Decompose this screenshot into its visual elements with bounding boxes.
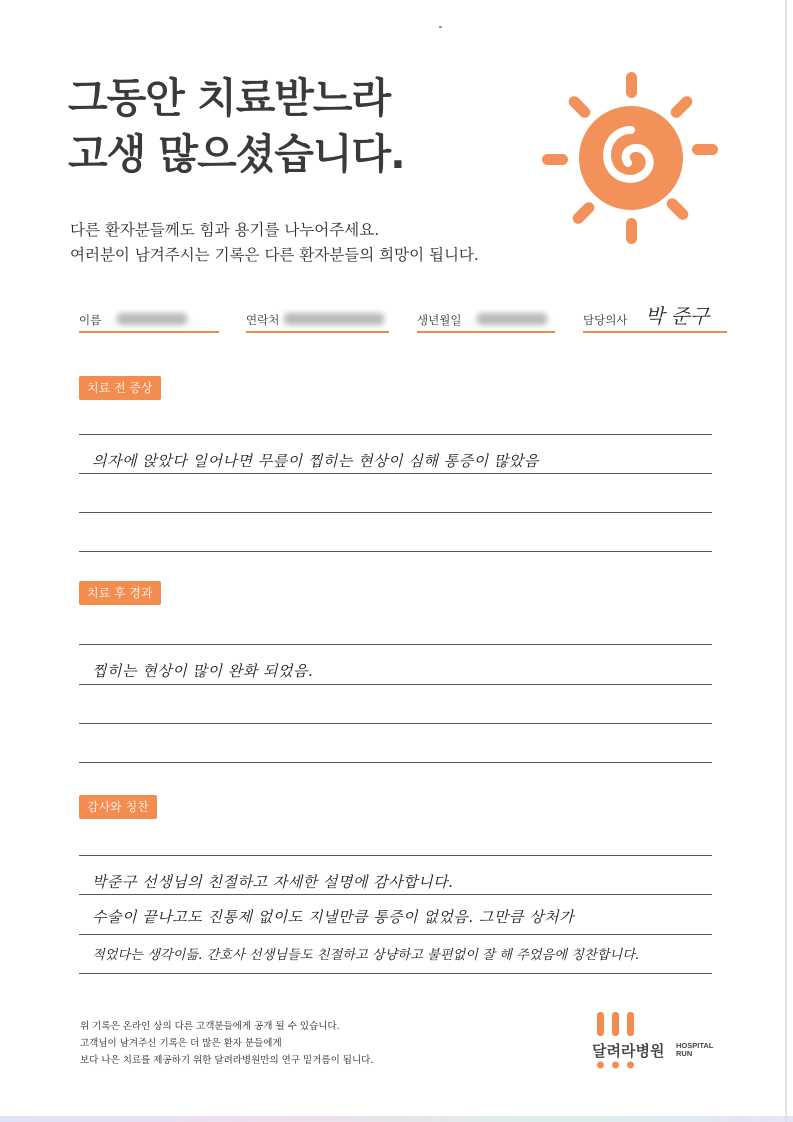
writing-line: [79, 973, 712, 974]
sun-ray: [626, 218, 637, 244]
section-title-thanks: 감사와 칭찬: [79, 795, 157, 819]
scan-speck: [439, 26, 442, 28]
writing-line: [79, 684, 712, 685]
writing-line: [79, 723, 712, 724]
handwritten-after-line-1: 찝히는 현상이 많이 완화 되었음.: [92, 662, 314, 680]
writing-line: [79, 894, 712, 895]
handwritten-thanks-line-2: 수술이 끝나고도 진통제 없이도 지낼만큼 통증이 없었음. 그만큼 상처가: [92, 908, 575, 926]
hospital-logo: [590, 1010, 730, 1072]
name-field[interactable]: [79, 304, 219, 334]
writing-line: [79, 512, 712, 513]
doctor-underline: [583, 331, 727, 333]
redacted-contact: [284, 313, 384, 325]
footnote-3: 보다 나은 치료를 제공하기 위한 달려라병원만의 연구 밑거름이 됩니다.: [80, 1055, 374, 1066]
writing-line: [79, 644, 712, 645]
footnote-2: 고객님이 남겨주신 기록은 더 많은 환자 분들에게: [80, 1038, 282, 1049]
sun-ray: [668, 94, 694, 120]
doctor-name: 박 준구: [645, 304, 710, 328]
birthdate-underline: [417, 331, 555, 333]
section-title-after: 치료 후 경과: [79, 581, 161, 605]
sun-ray: [626, 72, 637, 98]
writing-line: [79, 934, 712, 935]
footnotes: [80, 1018, 373, 1069]
handwritten-thanks-line-3: 적었다는 생각이듦. 간호사 선생님들도 친절하고 상냥하고 불편없이 잘 해 주었음에 칭찬합니다.: [92, 948, 640, 963]
doctor-label: 담당의사: [583, 313, 628, 327]
logo-english: [676, 1042, 713, 1058]
writing-line: [79, 434, 712, 435]
sun-ray: [570, 200, 596, 226]
writing-line: [79, 473, 712, 474]
handwritten-thanks-line-1: 박준구 선생님의 친절하고 자세한 설명에 감사합니다.: [92, 873, 454, 891]
section-title-before: 치료 전 증상: [79, 376, 161, 400]
logo-english-line-1: HOSPITAL: [676, 1041, 714, 1050]
headline-line-1: 그동안 치료받느라: [68, 74, 391, 122]
sun-ray: [692, 144, 718, 155]
sun-ray: [566, 94, 592, 120]
headline-line-2: 고생 많으셨습니다.: [68, 130, 405, 178]
intro-line-2: 여러분이 남겨주시는 기록은 다른 환자분들의 희망이 됩니다.: [70, 246, 479, 264]
sun-body: [579, 106, 683, 210]
intro-line-1: 다른 환자분들께도 힘과 용기를 나누어주세요.: [70, 221, 380, 239]
writing-line: [79, 551, 712, 552]
writing-line: [79, 762, 712, 763]
intro-text: [70, 218, 479, 268]
page-edge: [785, 0, 787, 1122]
name-underline: [79, 331, 219, 333]
redacted-name: [117, 313, 187, 325]
handwritten-before-line-1: 의자에 앉았다 일어나면 무릎이 찝히는 현상이 심해 통증이 많았음: [92, 452, 539, 470]
name-label: 이름: [79, 313, 102, 327]
sun-icon: [536, 70, 726, 250]
birthdate-label: 생년월일: [417, 313, 462, 327]
contact-label: 연락처: [246, 313, 280, 327]
sun-ray: [664, 196, 690, 222]
contact-underline: [246, 331, 389, 333]
logo-english-line-2: RUN: [676, 1049, 693, 1058]
doctor-field[interactable]: [583, 304, 727, 334]
scan-color-strip: [0, 1116, 793, 1122]
birthdate-field[interactable]: [417, 304, 555, 334]
redacted-birthdate: [477, 313, 547, 325]
sun-ray: [542, 154, 568, 165]
writing-line: [79, 855, 712, 856]
logo-name: 달려라병원: [592, 1042, 665, 1060]
headline: [68, 70, 405, 182]
footnote-1: 위 기록은 온라인 상의 다른 고객분들에게 공개 될 수 있습니다.: [80, 1021, 340, 1032]
contact-field[interactable]: [246, 304, 389, 334]
